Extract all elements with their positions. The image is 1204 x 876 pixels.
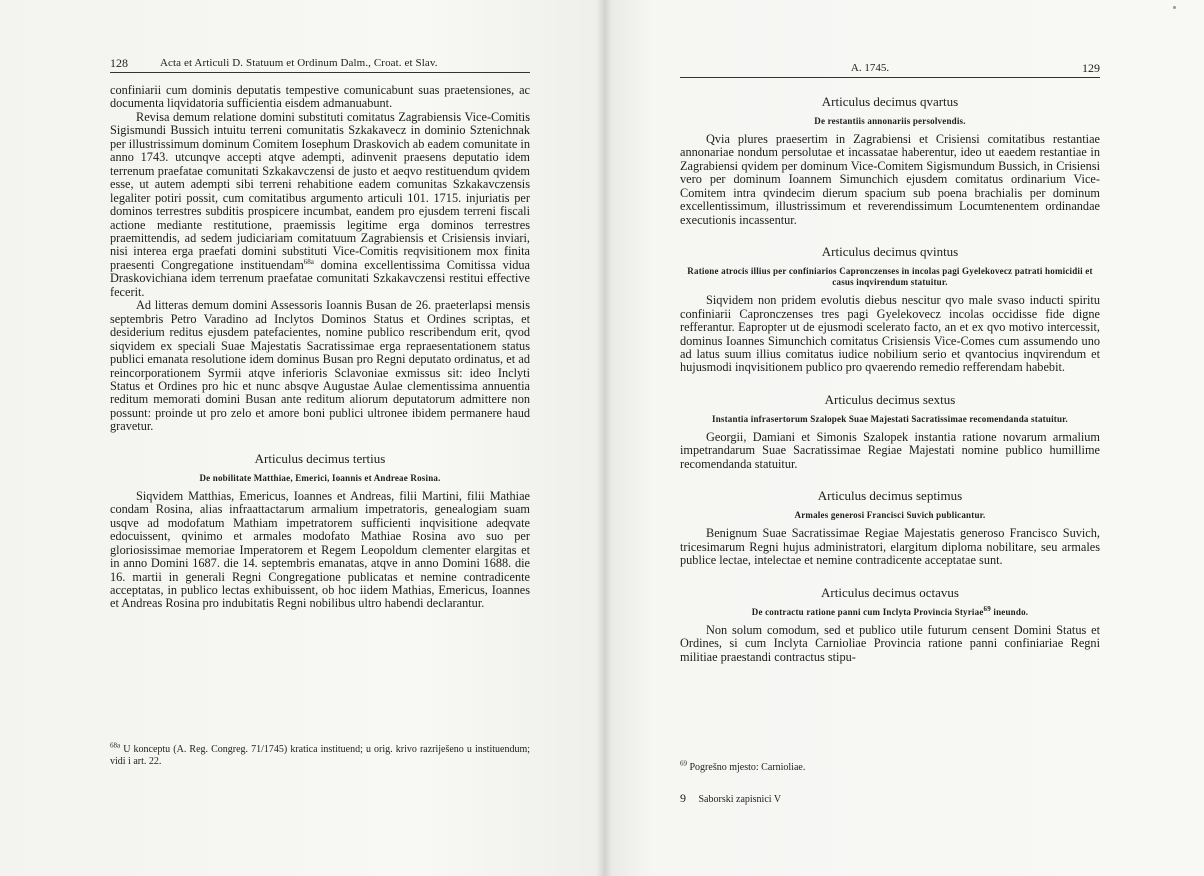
- footnote-ref: 69: [983, 604, 991, 613]
- article-subtitle: Instantia infrasertorum Szalopek Suae Majestati Sacratissimae recomendanda statuitur.: [712, 413, 1068, 424]
- paragraph: Ad litteras demum domini Assessoris Ioannis Busan de 26. praeterlapsi mensis septembris Petro Varadino ad Inclytos Dominos Status et Ordines scriptas, et desiderium reditus ejusdem patefacientes, nomine publico rescribendum erit, qvod siqvidem ex speciali Suae Majestatis Sacratissimae erga repraesentationem status publici emanata resolutione idem dominus Busan pro Regni deputato ordinatus, et ad reincorporationem Syrmii atqve inferioris Sclavoniae exmissus sit: ideo Inclyti Status et Ordines pro hic et nunc absqve Augustae Aulae clementissima annuentia reditum memorati domini Busan ante reditum aliorum deputatorum admittere non possunt: proinde ut pro zelo et amore boni publici ultronee ibidem permanere haud gravetur.: [110, 298, 530, 434]
- article-body: Siqvidem non pridem evolutis diebus nescitur qvo male svaso inducti spiritu confiniarii Capronczenses tres pagi Gyelekovecz incolas occidisse fide digne refferantur. Eapropter ut de ejusmodi scelerato facto, an et ex qvo motivo intercessit, dominus Ioannes Simunchich comitatus Crisiensis Vice-Comes cum assumendo uno ad latus suum illius comitatus iudice nobilium serio et qvantocius inqvirendum et hujusmodi inqvisitionem publico pro qvaerendo remedio refferendam habebit.: [680, 293, 1100, 375]
- right-footnotes: [680, 759, 1100, 774]
- footnote-mark: 69: [680, 759, 687, 768]
- article-body: Georgii, Damiani et Simonis Szalopek instantia ratione novarum armalium impetrandarum Suae Sacratissimae Regiae Majestati nomine publico humillime recomendanda statuitur.: [680, 429, 1100, 471]
- article-subtitle: Ratione atrocis illius per confiniarios Capronczenses in incolas pagi Gyelekovecz patrati homicidii et casus inqvirendum statuitur.: [687, 266, 1093, 288]
- paragraph: confiniarii cum dominis deputatis tempestive comunicabunt suas praetensiones, ac documenta liqvidatoria sufficientia eisdem admanuabunt.: [110, 83, 530, 111]
- article-title: Articulus decimus octavus: [821, 584, 959, 600]
- right-running-head-title: A. 1745.: [850, 62, 890, 74]
- article-title: Articulus decimus septimus: [817, 488, 963, 504]
- footnote: $^{69}$ Pogrešno mjesto: Carnioliae.: [680, 759, 806, 773]
- article-title: Articulus decimus tertius: [254, 450, 386, 466]
- printer-signature: [680, 791, 781, 806]
- article-body: Qvia plures praesertim in Zagrabiensi et Crisiensi comitatibus restantiae annonariae nondum persolutae et incassatae haberentur, ideo ut eaedem restantiae in Zagrabiensi qvidem per dominum Vice-Comitem Sigismundum Bussich, in Crisiensi vero per dominum Ioannem Simunchich ejusdem comitatus ordinarium Vice-Comitem intra qvindecim dierum spacium sub poena brachialis per dominum excellentissimum, illustrissimum et reverendissimum Locumtenentem ordinandae executionis incassentur.: [680, 132, 1100, 227]
- footnote: $^{68a}$ U konceptu (A. Reg. Congreg. 71/1745) kratica instituend; u orig. krivo razriješeno u instituendum; vidi i art. 22.: [110, 741, 530, 767]
- signature-title: Saborski zapisnici V: [698, 794, 782, 805]
- article-body: Benignum Suae Sacratissimae Regiae Majestatis generoso Francisco Suvich, tricesimarum Regni hujus administratori, elargitum diploma nobilitare, seu armales publice lectae, intelectae et nemine contradicente acceptatae sunt.: [680, 526, 1100, 568]
- footnote-mark: 68a: [110, 741, 121, 750]
- left-footnotes: [110, 741, 530, 768]
- article-body: Siqvidem Matthias, Emericus, Ioannes et Andreas, filii Martini, filii Mathiae condam Rosina, alias infraattactarum armalium impetratoris, genealogiam suam usqve ad modofatum Mathiam impetratorem sufficienti inqvisitione adeqvate edocuissent, qvinimo et armales modofato Mathiae Rosina avo suo per gloriosissimae memoriae Imperatorem et Regem Leopoldum clementer elargitas et in anno Domini 1687. die 14. septembris emanatas, atqve in anno Domini 1688. die 16. martii in generali Regni Congregatione publicatas et nemine contradicente acceptatas, in publico lectas exhibuissent, ob hoc iidem Mathias, Emericus, Ioannes et Andreas Rosina pro indubitatis Regni nobilibus ultro habendi declarantur.: [110, 488, 530, 611]
- right-page-text: [680, 94, 1100, 664]
- paper-speck: [1173, 6, 1176, 9]
- right-running-head: [680, 61, 1100, 78]
- paragraph: Revisa demum relatione domini substituti comitatus Zagrabiensis Vice-Comitis Sigismundi Bussich intuitu terreni comunitatis Szkakavecz in dominio Sztenichnak per illustrissimum dominum Comitem Iosephum Draskovich ab eadem comunitate in anno 1743. utcunqve accepti atqve adempti, adinvenit praesens deputatio idem terrenum praefatae comunitati Szkakavczensi de justo et aeqvo restituendum qvidem esse, ut autem adempti sibi terreni rehabitione eadem comunitas Szkakavczensis legaliter potiri possit, cum comitatibus argumento articuli 101. 1715. injuriatis per dominos terrestres subditis prospicere incumbat, eandem pro ejusdem terreni fiscali actione mediante restitutione, praemissis legitime erga dominos terrestres praemittendis, ad sedem judiciariam comitatuum Zagrabiensis et Crisiensis inviari, nisi interea erga praefati domini substituti Vice-Comitis reqvisitionem mox finita praesenti Congregatione instituendam$^{68a}$ domina excellentissima Comitissa vidua Draskovichiana idem terrenum praefatae comunitati Szkakavczensi restitui effective fecerit.: [110, 109, 530, 299]
- article-subtitle: Armales generosi Francisci Suvich publicantur.: [794, 510, 986, 521]
- article-title: Articulus decimus sextus: [824, 391, 956, 407]
- book-gutter: [596, 0, 612, 876]
- article-body: Non solum comodum, sed et publico utile futurum censent Domini Status et Ordines, si cum Inclyta Carnioliae Provincia ratione panni confiniariae Regni militiae praestandi contractus stipu-: [680, 622, 1100, 664]
- left-running-head-title: Acta et Articuli D. Statuum et Ordinum Dalm., Croat. et Slav.: [160, 57, 438, 69]
- article-subtitle: De restantiis annonariis persolvendis.: [814, 116, 966, 126]
- left-page-number: 128: [110, 56, 128, 70]
- article-subtitle: De nobilitate Matthiae, Emerici, Ioannis et Andreae Rosina.: [199, 472, 441, 483]
- right-page-number: 129: [1082, 61, 1100, 75]
- article-subtitle: De contractu ratione panni cum Inclyta Provincia Styriae$^{69}$ ineundo.: [751, 604, 1029, 617]
- left-page-text: [110, 84, 530, 611]
- left-running-head: [110, 56, 530, 73]
- article-title: Articulus decimus qvintus: [821, 244, 959, 260]
- article-title: Articulus decimus qvartus: [821, 94, 959, 109]
- right-page: [604, 0, 1204, 876]
- signature-number: 9: [680, 791, 686, 805]
- footnote-ref: 68a: [303, 257, 314, 266]
